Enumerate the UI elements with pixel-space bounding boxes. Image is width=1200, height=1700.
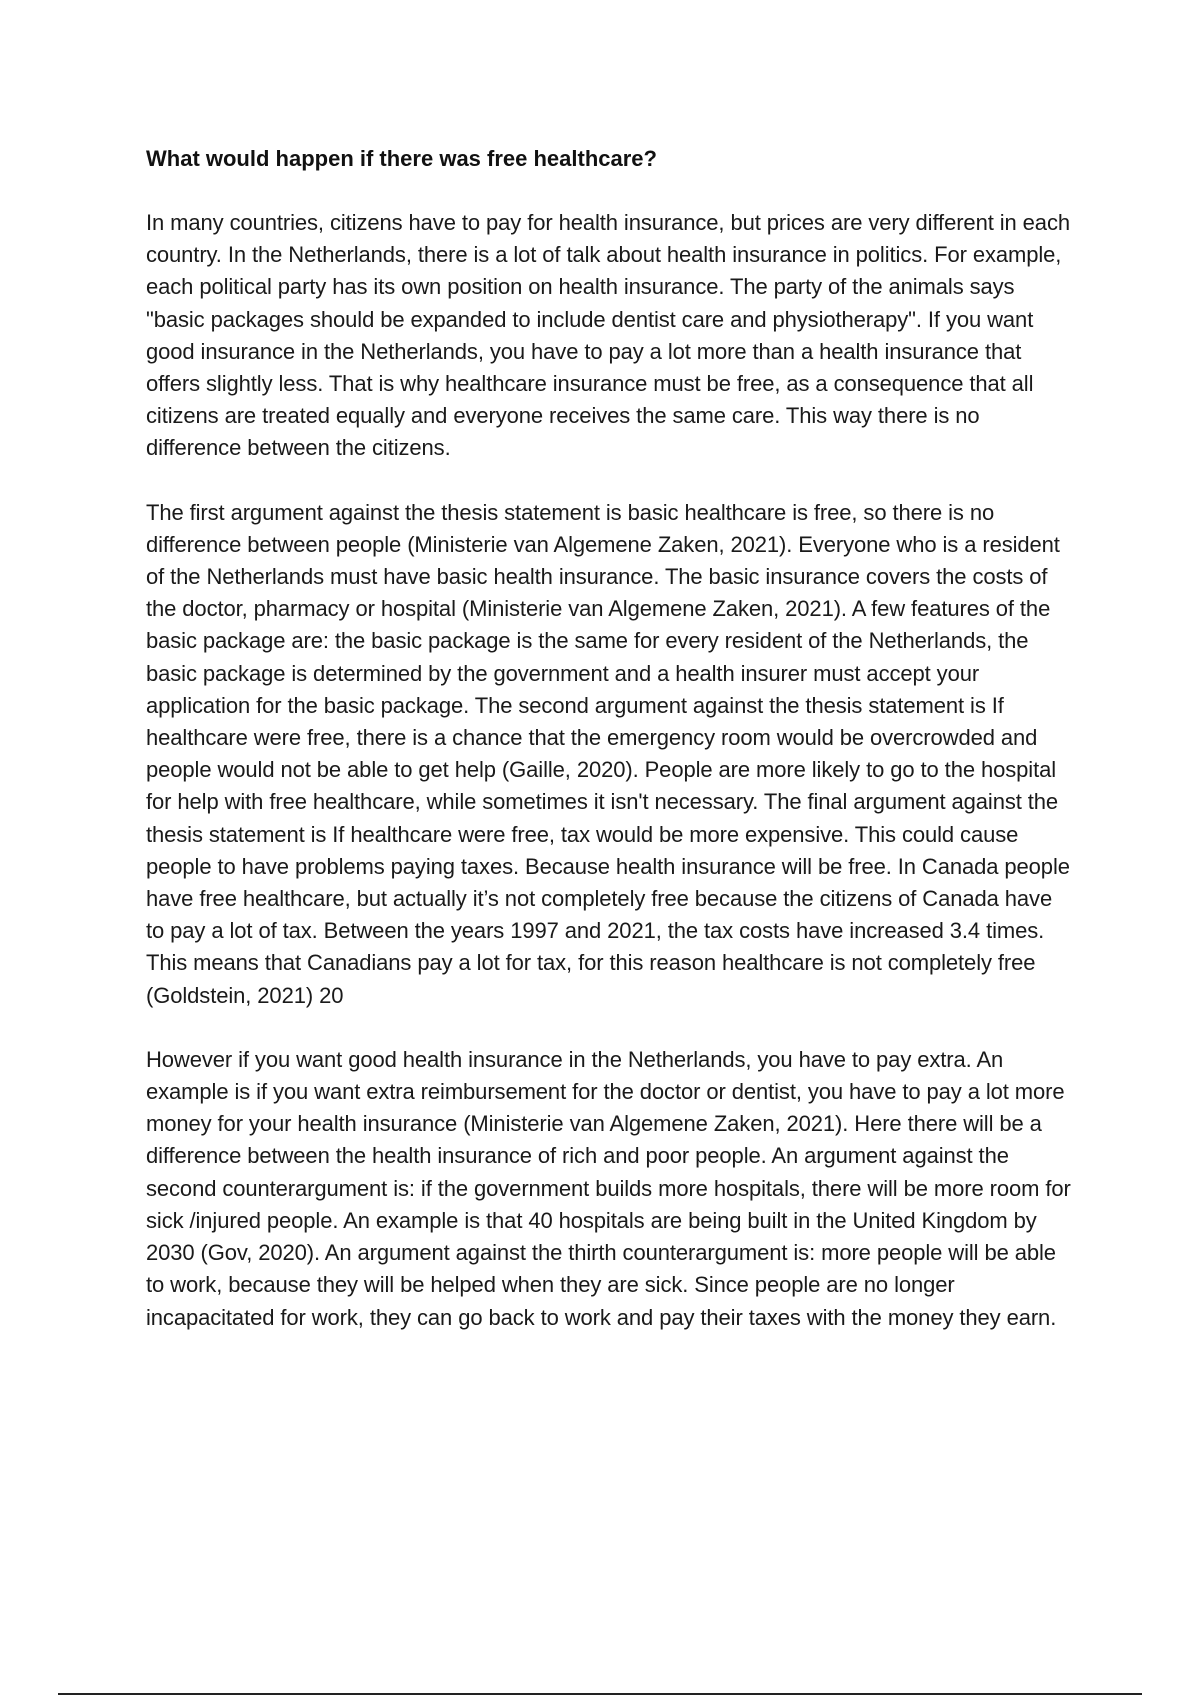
paragraph-introduction: In many countries, citizens have to pay for health insurance, but prices are very different in each country. In the Netherlands, there is a lot of talk about health insurance in politics. For example, each political party has its own position on health insurance. The party of the animals says "basic packages should be expanded to include dentist care and physiotherapy". If you want good insurance in the Netherlands, you have to pay a lot more than a health insurance that offers slightly less. That is why healthcare insurance must be free, as a consequence that all citizens are treated equally and everyone receives the same care. This way there is no difference between the citizens.	[146, 210, 1070, 461]
document-page	[146, 143, 1076, 1366]
paragraph-counterarguments: The first argument against the thesis statement is basic healthcare is free, so there is no difference between people (Ministerie van Algemene Zaken, 2021). Everyone who is a resident of the Netherlands must have basic health insurance. The basic insurance covers the costs of the doctor, pharmacy or hospital (Ministerie van Algemene Zaken, 2021). A few features of the basic package are: the basic package is the same for every resident of the Netherlands, the basic package is determined by the government and a health insurer must accept your application for the basic package. The second argument against the thesis statement is If healthcare were free, there is a chance that the emergency room would be overcrowded and people would not be able to get help (Gaille, 2020). People are more likely to go to the hospital for help with free healthcare, while sometimes it isn't necessary. The final argument against the thesis statement is If healthcare were free, tax would be more expensive. This could cause people to have problems paying taxes. Because health insurance will be free. In Canada people have free healthcare, but actually it’s not completely free because the citizens of Canada have to pay a lot of tax. Between the years 1997 and 2021, the tax costs have increased 3.4 times. This means that Canadians pay a lot for tax, for this reason healthcare is not completely free (Goldstein, 2021) 20	[146, 499, 1070, 1008]
document-title: What would happen if there was free healthcare?	[146, 146, 657, 171]
paragraph-rebuttals: However if you want good health insurance in the Netherlands, you have to pay extra. An example is if you want extra reimbursement for the doctor or dentist, you have to pay a lot more money for your health insurance (Ministerie van Algemene Zaken, 2021). Here there will be a difference between the health insurance of rich and poor people. An argument against the second counterargument is: if the government builds more hospitals, there will be more room for sick /injured people. An example is that 40 hospitals are being built in the United Kingdom by 2030 (Gov, 2020). An argument against the thirth counterargument is: more people will be able to work, because they will be helped when they are sick. Since people are no longer incapacitated for work, they can go back to work and pay their taxes with the money they earn.	[146, 1046, 1071, 1330]
page-bottom-rule	[58, 1693, 1142, 1695]
